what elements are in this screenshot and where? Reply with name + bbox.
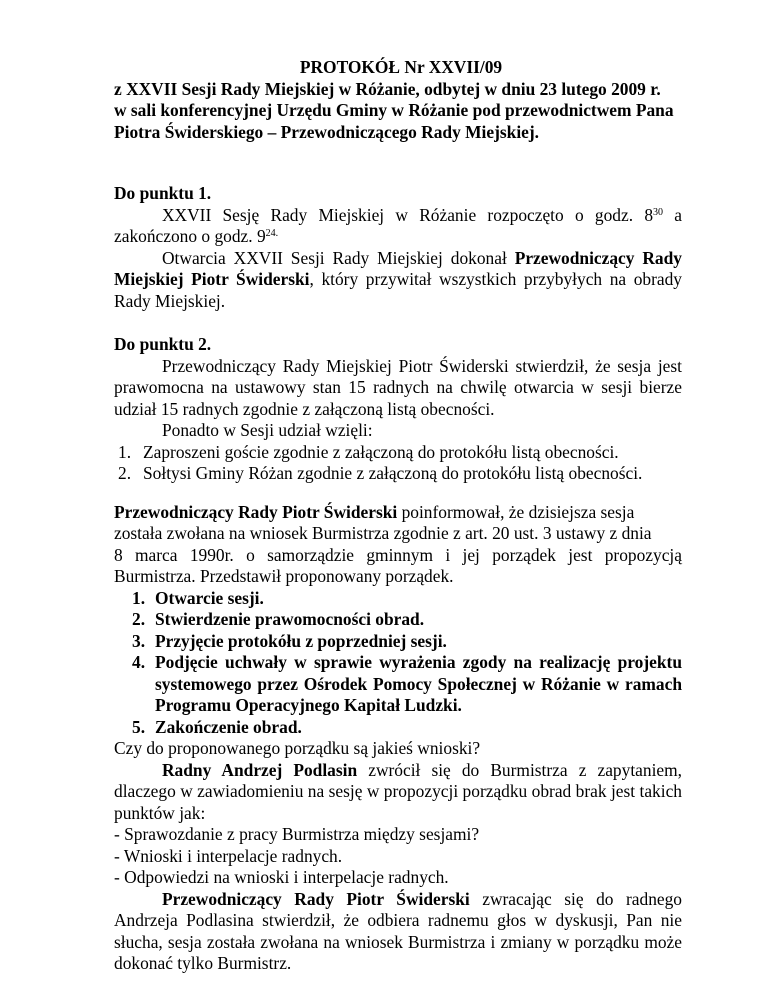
section-1-paragraph-2: Otwarcia XXVII Sesji Rady Miejskiej dokonał Przewodniczący Rady Miejskiej Piotr Świderski, który przywitał wszystkich przybyłych na obrady Rady Miejskiej. (114, 247, 682, 311)
venue-line: w sali konferencyjnej Urzędu Gminy w Różanie pod przewodnictwem Pana Piotra Świderskiego – Przewodniczącego Rady Miejskiej. (114, 100, 674, 142)
list-item: 5. Zakończenie obrad. (132, 716, 302, 737)
chairman-reply: Przewodniczący Rady Piotr Świderski zwracając się do radnego Andrzeja Podlasina stwierdził, że odbiera radnemu głos w dyskusji, Pan nie słucha, sesja została zwołana na wniosek Burmistrza i zmiany w porządku może dokonać tylko Burmistrz. (114, 888, 682, 973)
protocol-header (114, 57, 680, 143)
list-item: 2. Sołtysi Gminy Różan zgodnie z załączoną do protokółu listą obecności. (118, 463, 643, 483)
protocol-title: PROTOKÓŁ Nr XXVII/09 (299, 57, 503, 77)
section-2-heading: Do punktu 2. (114, 334, 212, 354)
list-item: 3. Przyjęcie protokółu z poprzedniej sesji. (132, 630, 447, 651)
agenda-question: Czy do proponowanego porządku są jakieś wnioski? (114, 738, 481, 758)
councillor-question: Radny Andrzej Podlasin zwrócił się do Burmistrza z zapytaniem, dlaczego w zawiadomieniu na sesję w propozycji porządku obrad brak jest takich punktów jak: (114, 759, 682, 823)
attendees-list (114, 442, 682, 485)
list-item: 2. Stwierdzenie prawomocności obrad. (132, 609, 425, 629)
section-1-paragraph-1: XXVII Sesję Rady Miejskiej w Różanie rozpoczęto o godz. $8^{30}$ a zakończono o godz. $9^{24.}$ (114, 204, 682, 246)
list-item: 1. Otwarcie sesji. (132, 587, 264, 608)
missing-item: - Sprawozdanie z pracy Burmistrza między sesjami? (114, 824, 480, 844)
list-item: 1. Zaproszeni goście zgodnie z załączoną do protokółu listą obecności. (118, 441, 619, 462)
chairman-statement-line-3: 8 marca 1990r. o samorządzie gminnym i jej porządek jest propozycją Burmistrza. Przedstawił proponowany porządek. (114, 544, 682, 586)
section-2-paragraph-2: Ponadto w Sesji udział wzięli: (162, 420, 373, 440)
missing-item: - Wnioski i interpelacje radnych. (114, 845, 343, 866)
list-item: 4. Podjęcie uchwały w sprawie wyrażenia zgody na realizację projektu systemowego przez Ośrodek Pomocy Społecznej w Różanie w ramach Programu Operacyjnego Kapitał Ludzki. (132, 652, 682, 715)
chairman-statement: Przewodniczący Rady Piotr Świderski poinformował, że dzisiejsza sesja (114, 501, 635, 522)
missing-item: - Odpowiedzi na wnioski i interpelacje radnych. (114, 867, 449, 887)
agenda-list (114, 588, 682, 739)
chairman-statement-line-2: została zwołana na wniosek Burmistrza zgodnie z art. 20 ust. 3 ustawy z dnia (114, 523, 652, 543)
section-1-heading: Do punktu 1. (114, 183, 212, 203)
section-2-paragraph-1: Przewodniczący Rady Miejskiej Piotr Świderski stwierdził, że sesja jest prawomocna na ustawowy stan 15 radnych na chwilę otwarcia w sesji bierze udział 15 radnych zgodnie z załączoną listą obecności. (114, 355, 682, 419)
session-line: z XXVII Sesji Rady Miejskiej w Różanie, odbytej w dniu 23 lutego 2009 r. (114, 78, 661, 99)
protocol-body (114, 183, 682, 975)
